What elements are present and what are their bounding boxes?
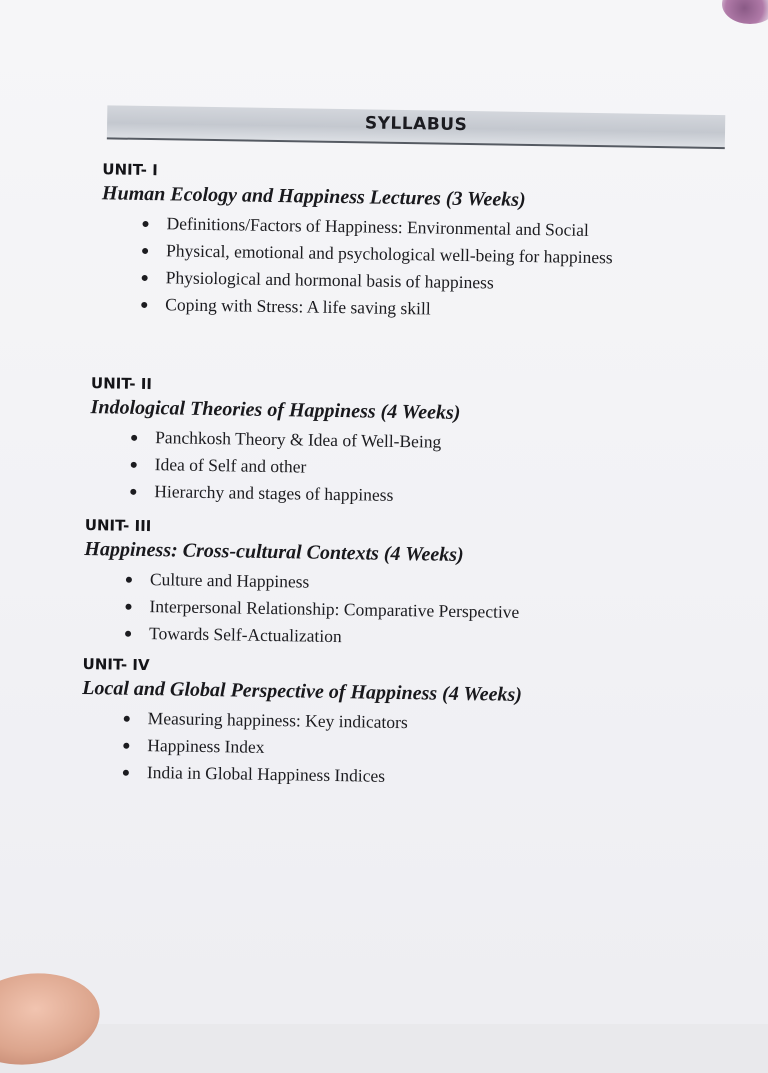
topic-text: Physical, emotional and psychological well-being for happiness bbox=[165, 240, 613, 268]
topic-text: Hierarchy and stages of happiness bbox=[154, 481, 394, 505]
unit-topic-list bbox=[126, 426, 768, 513]
bullet-icon bbox=[131, 462, 137, 468]
bullet-icon bbox=[141, 302, 147, 308]
topic-item bbox=[138, 239, 698, 271]
unit-title: Local and Global Perspective of Happiness (4 Weeks) bbox=[82, 677, 523, 706]
unit-topic-list bbox=[121, 568, 768, 655]
syllabus-title: SYLLABUS bbox=[364, 113, 468, 136]
topic-item bbox=[137, 293, 697, 325]
bullet-icon bbox=[123, 770, 129, 776]
topic-text: Physiological and hormonal basis of happiness bbox=[165, 267, 494, 293]
bullet-icon bbox=[142, 275, 148, 281]
topic-text: Measuring happiness: Key indicators bbox=[147, 708, 408, 733]
topic-text: Definitions/Factors of Happiness: Environmental and Social bbox=[166, 213, 589, 240]
unit-topic-list bbox=[137, 212, 699, 325]
unit-topic-list bbox=[119, 707, 768, 794]
bullet-icon bbox=[142, 248, 148, 254]
unit-section-2 bbox=[89, 374, 768, 517]
unit-label: UNIT- I bbox=[102, 160, 158, 180]
unit-label: UNIT- IV bbox=[82, 655, 150, 675]
topic-text: Panchkosh Theory & Idea of Well-Being bbox=[155, 427, 442, 452]
topic-text: Coping with Stress: A life saving skill bbox=[165, 294, 431, 319]
unit-title: Indological Theories of Happiness (4 Weeks) bbox=[90, 396, 461, 424]
topic-item bbox=[137, 266, 697, 298]
bullet-icon bbox=[142, 221, 148, 227]
topic-item bbox=[119, 761, 768, 794]
topic-text: Interpersonal Relationship: Comparative Perspective bbox=[149, 596, 520, 622]
bullet-icon bbox=[124, 716, 130, 722]
topic-item bbox=[121, 622, 768, 655]
bullet-icon bbox=[130, 489, 136, 495]
topic-text: Towards Self-Actualization bbox=[148, 623, 342, 647]
unit-section-3 bbox=[83, 516, 768, 659]
topic-item bbox=[138, 212, 698, 244]
unit-section-1 bbox=[100, 160, 768, 330]
unit-label: UNIT- III bbox=[84, 516, 152, 536]
unit-title: Human Ecology and Happiness Lectures (3 Weeks) bbox=[101, 182, 526, 211]
bullet-icon bbox=[123, 743, 129, 749]
bullet-icon bbox=[126, 577, 132, 583]
bullet-icon bbox=[125, 631, 131, 637]
topic-text: Happiness Index bbox=[147, 735, 265, 757]
unit-title: Happiness: Cross-cultural Contexts (4 Weeks) bbox=[84, 538, 464, 567]
unit-section-4 bbox=[81, 655, 768, 798]
topic-text: Culture and Happiness bbox=[149, 569, 310, 592]
syllabus-header-band bbox=[107, 105, 725, 149]
topic-text: India in Global Happiness Indices bbox=[146, 762, 386, 786]
topic-item bbox=[126, 480, 768, 513]
bullet-icon bbox=[125, 604, 131, 610]
bullet-icon bbox=[131, 435, 137, 441]
topic-text: Idea of Self and other bbox=[154, 454, 307, 477]
unit-label: UNIT- II bbox=[90, 374, 153, 394]
